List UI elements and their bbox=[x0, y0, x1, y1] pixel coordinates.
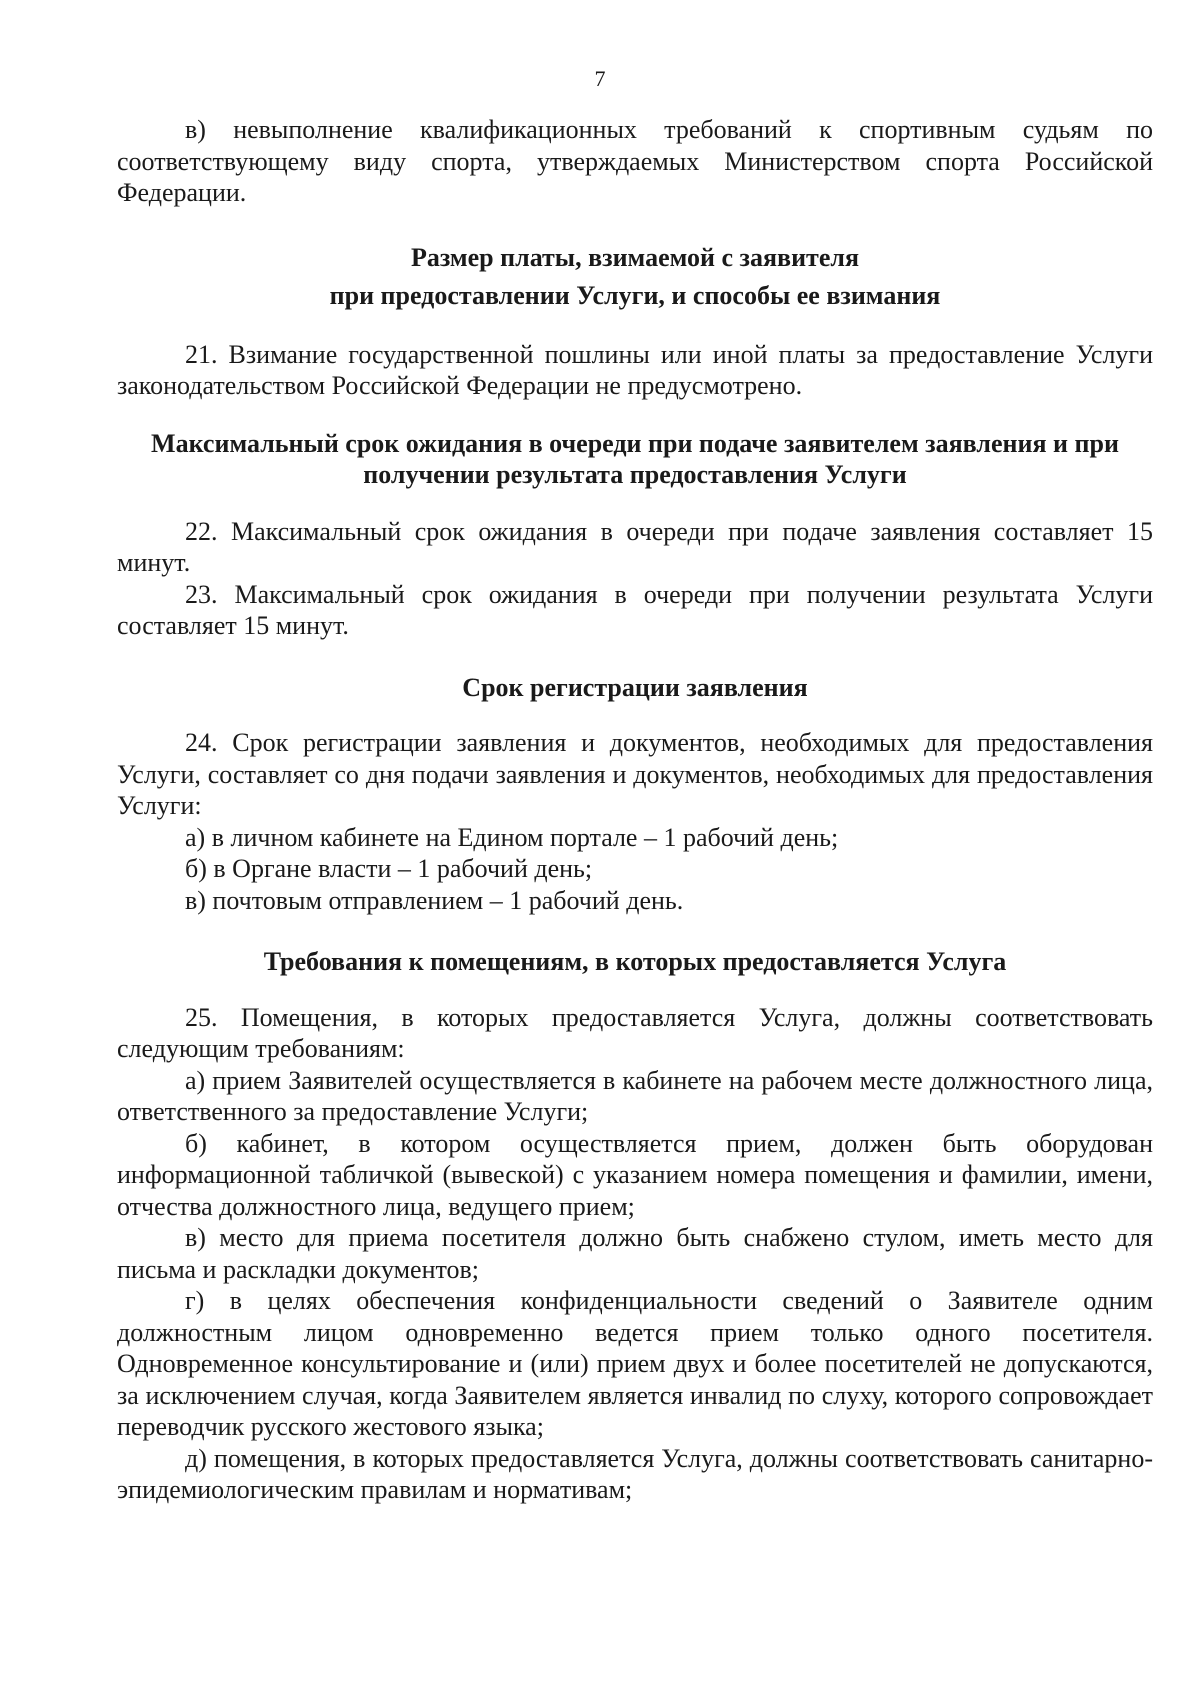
paragraph-24-item-v: в) почтовым отправлением – 1 рабочий день. bbox=[185, 885, 684, 915]
paragraph-23: 23. Максимальный срок ожидания в очереди при получении результата Услуги составляет 15 минут. bbox=[117, 579, 1153, 640]
paragraph-25: 25. Помещения, в которых предоставляется Услуга, должны соответствовать следующим требованиям: bbox=[117, 1002, 1153, 1063]
paragraph-25-item-d: д) помещения, в которых предоставляется Услуга, должны соответствовать санитарно-эпидемиологическим правилам и нормативам; bbox=[117, 1443, 1153, 1504]
paragraph-25-item-a: а) прием Заявителей осуществляется в кабинете на рабочем месте должностного лица, ответственного за предоставление Услуги; bbox=[117, 1065, 1153, 1126]
document-body bbox=[117, 114, 1153, 1506]
paragraph-24-item-a: а) в личном кабинете на Едином портале – 1 рабочий день; bbox=[185, 822, 839, 852]
section-heading-fee-line2: при предоставлении Услуги, и способы ее взимания bbox=[329, 280, 941, 310]
section-heading-queue-time: Максимальный срок ожидания в очереди при подаче заявителем заявления и при получении результата предоставления Услуги bbox=[151, 428, 1119, 489]
section-heading-registration-term: Срок регистрации заявления bbox=[462, 672, 808, 702]
section-heading-premises-requirements: Требования к помещениям, в которых предоставляется Услуга bbox=[263, 947, 1007, 976]
paragraph-24-item-b: б) в Органе власти – 1 рабочий день; bbox=[185, 854, 593, 883]
paragraph-21: 21. Взимание государственной пошлины или иной платы за предоставление Услуги законодательством Российской Федерации не предусмотрено. bbox=[117, 339, 1153, 400]
paragraph-25-item-g: г) в целях обеспечения конфиденциальности сведений о Заявителе одним должностным лицом одновременно ведется прием только одного посетителя. Одновременное консультирование и (или) прием двух и более посетителей не допускаются, за исключением случая, когда Заявителем является инвалид по слуху, которого сопровождает переводчик русского жестового языка; bbox=[117, 1286, 1153, 1441]
page-number: 7 bbox=[594, 66, 606, 91]
section-heading-fee-line1: Размер платы, взимаемой с заявителя bbox=[410, 242, 860, 272]
paragraph-25-item-b: б) кабинет, в котором осуществляется прием, должен быть оборудован информационной табличкой (вывеской) с указанием номера помещения и фамилии, имени, отчества должностного лица, ведущего прием; bbox=[117, 1128, 1153, 1221]
paragraph-24: 24. Срок регистрации заявления и документов, необходимых для предоставления Услуги, составляет со дня подачи заявления и документов, необходимых для предоставления Услуги: bbox=[117, 728, 1153, 820]
paragraph-22: 22. Максимальный срок ожидания в очереди при подаче заявления составляет 15 минут. bbox=[117, 516, 1153, 577]
paragraph-25-item-v: в) место для приема посетителя должно быть снабжено стулом, иметь место для письма и раскладки документов; bbox=[117, 1223, 1153, 1284]
paragraph-item-v: в) невыполнение квалификационных требований к спортивным судьям по соответствующему виду спорта, утверждаемых Министерством спорта Российской Федерации. bbox=[117, 115, 1153, 207]
